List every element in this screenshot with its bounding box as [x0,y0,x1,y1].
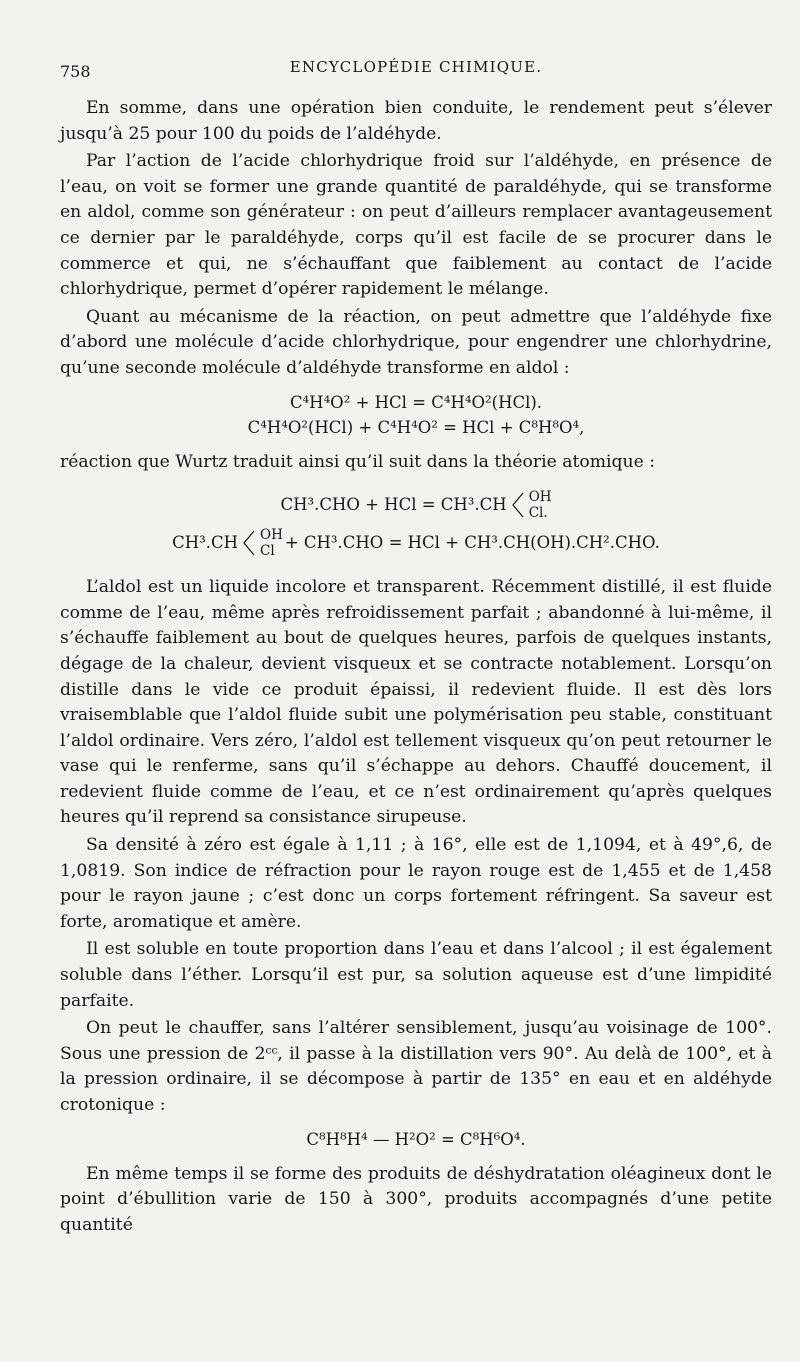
paragraph-density: Sa densité à zéro est égale à 1,11 ; à 16°, elle est de 1,1094, et à 49°,6, de 1,0819. Son indice de réfraction pour le rayon rouge est de 1,455 et de 1,458 pour le rayon jaune ; c’est donc un corps fortement réfringent. Sa saveur est forte, aromatique et amère. [60,835,772,932]
formula-crotonic: C⁸H⁸H⁴ — H²O² = C⁸H⁶O⁴. [306,1129,526,1149]
page-header [60,54,772,84]
paragraph-yield: En somme, dans une opération bien conduite, le rendement peut s’élever jusqu’à 25 pour 100 du poids de l’aldéhyde. [60,98,772,144]
formula-atomic-1 [60,489,772,521]
atomic-formulas [60,489,772,559]
paragraph-aldol-properties: L’aldol est un liquide incolore et transparent. Récemment distillé, il est fluide comme de l’eau, même après refroidissement parfait ; abandonné à lui-même, il s’échauffe faiblement au bout de quelques heures, parfois de quelques instants, dégage de la chaleur, devient visqueux et se contracte notablement. Lorsqu’on distille dans le vide ce produit épaissi, il redevient fluide. Il est dès lors vraisemblable que l’aldol fluide subit une polymérisation peu stable, constituant l’aldol ordinaire. Vers zéro, l’aldol est tellement visqueux qu’on peut retourner le vase qui le renferme, sans qu’il s’échappe au dehors. Chauffé doucement, il redevient fluide comme de l’eau, et ce n’est ordinairement qu’après quelques heures qu’il reprend sa consistance sirupeuse. [60,577,772,828]
formula-atomic-2-stack [260,527,283,559]
branch-bracket-icon [243,527,255,559]
page-number: 758 [60,62,91,81]
formula-atomic-1-left: CH³.CHO + HCl = CH³.CH [280,495,507,515]
paragraph-heating: On peut le chauffer, sans l’altérer sensiblement, jusqu’au voisinage de 100°. Sous une pression de 2ᶜᶜ, il passe à la distillation vers 90°. Au delà de 100°, et à la pression ordinaire, il se décompose à partir de 135° en eau et en aldéhyde crotonique : [60,1018,772,1115]
formula-atomic-2-left: CH³.CH [172,533,238,553]
formula-atomic-2-right: + CH³.CHO = HCl + CH³.CH(OH).CH².CHO. [284,533,660,553]
formula-atomic-2-bottom: Cl [260,543,275,560]
paragraph-mechanism: Quant au mécanisme de la réaction, on peut admettre que l’aldéhyde fixe d’abord une molécule d’acide chlorhydrique, pour engendrer une chlorhydrine, qu’une seconde molécule d’aldéhyde transforme en aldol : [60,306,772,378]
formula-atomic-1-stack [529,489,552,521]
paragraph-solubility: Il est soluble en toute proportion dans l’eau et dans l’alcool ; il est également soluble dans l’éther. Lorsqu’il est pur, sa solution aqueuse est d’une limpidité parfaite. [60,939,772,1011]
paragraph-hcl-action: Par l’action de l’acide chlorhydrique froid sur l’aldéhyde, en présence de l’eau, on voit se former une grande quantité de paraldéhyde, qui se transforme en aldol, comme son générateur : on peut d’ailleurs remplacer avantageusement ce dernier par le paraldéhyde, corps qu’il est facile de se procurer dans le commerce et qui, ne s’échauffant que faiblement au contact de l’acide chlorhydrique, permet d’opérer rapidement le mélange. [60,151,772,300]
formula-aldol-formation: C⁴H⁴O²(HCl) + C⁴H⁴O² = HCl + C⁸H⁸O⁴, [247,417,585,437]
formula-atomic-2-top: OH [260,527,283,544]
crotonic-formula [60,1127,772,1152]
formula-chlorhydrine: C⁴H⁴O² + HCl = C⁴H⁴O²(HCl). [289,392,543,412]
formula-atomic-2 [60,527,772,559]
formula-atomic-1-bottom: Cl. [528,505,548,522]
branch-bracket-icon [512,489,524,521]
running-title: ENCYCLOPÉDIE CHIMIQUE. [289,58,543,76]
paragraph-wurtz: réaction que Wurtz traduit ainsi qu’il suit dans la théorie atomique : [60,451,656,472]
body-text [60,96,772,1240]
paragraph-dehydration: En même temps il se forme des produits de déshydratation oléagineux dont le point d’ébullition varie de 150 à 300°, produits accompagnés d’une petite quantité [60,1163,772,1235]
formula-atomic-1-top: OH [528,489,552,506]
equivalent-formulas [60,390,772,440]
